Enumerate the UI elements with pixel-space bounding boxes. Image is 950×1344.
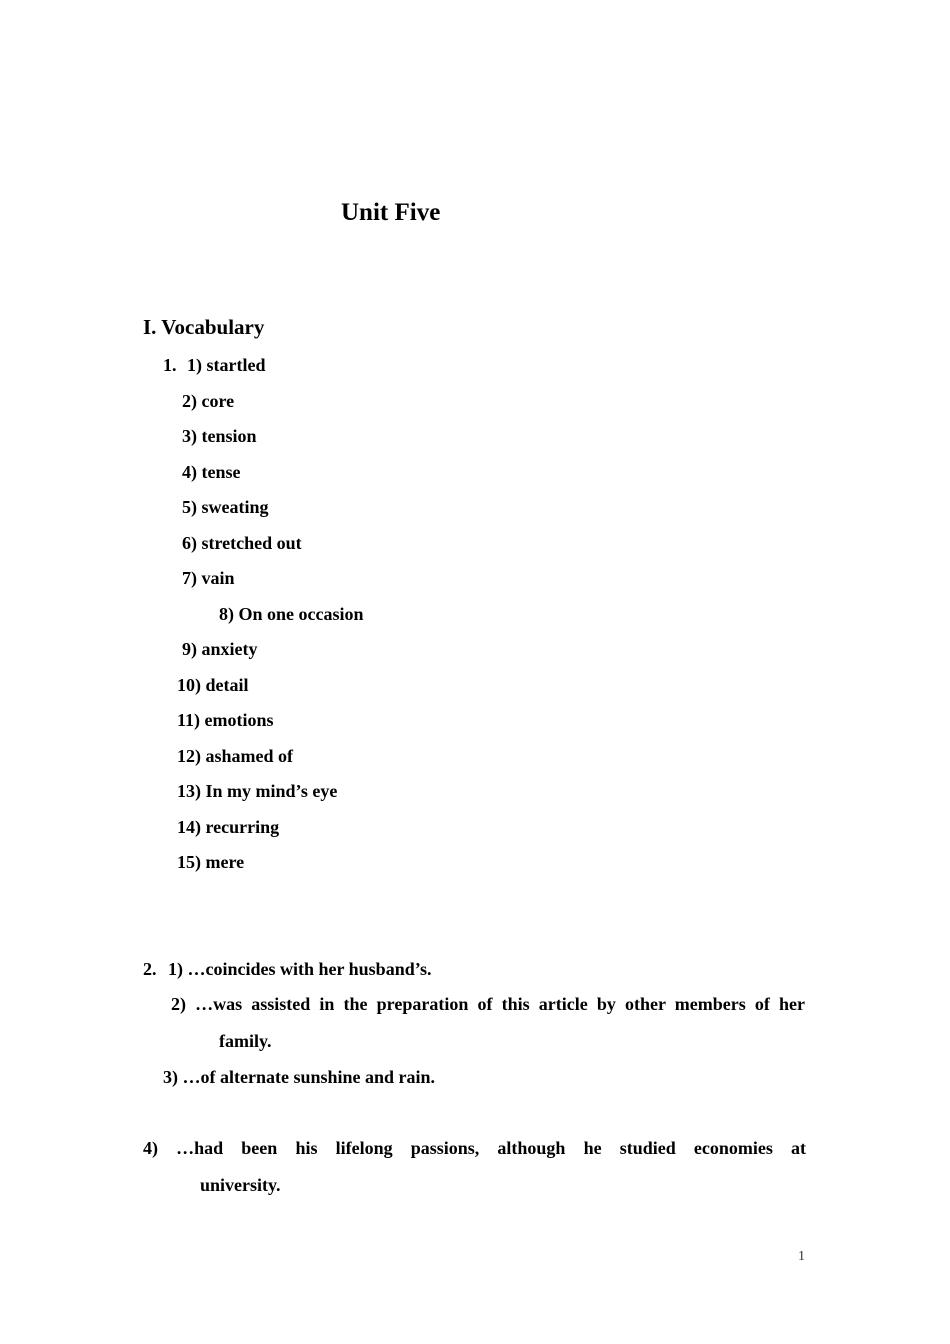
- list-item: 11) emotions: [177, 710, 274, 730]
- page-number: 1: [798, 1249, 805, 1264]
- list-item: 3) tension: [182, 426, 257, 446]
- section-heading: I. Vocabulary: [143, 315, 265, 339]
- list-item: 4) …had been his lifelong passions, although he studied economies at: [143, 1138, 806, 1158]
- list-item: 9) anxiety: [182, 639, 258, 659]
- list-item: 7) vain: [182, 568, 235, 588]
- list-item-continuation: university.: [200, 1175, 281, 1195]
- part2-number: 2.: [143, 959, 157, 979]
- list-item: 5) sweating: [182, 497, 269, 517]
- part1-number: 1.: [163, 355, 177, 375]
- list-item: 15) mere: [177, 852, 245, 872]
- list-item: 12) ashamed of: [177, 746, 293, 766]
- list-item-continuation: family.: [219, 1031, 272, 1051]
- list-item: 2) …was assisted in the preparation of this article by other members of her: [171, 994, 805, 1014]
- list-item: 1) …coincides with her husband’s.: [168, 959, 432, 979]
- list-item: 2) core: [182, 391, 235, 411]
- list-item: 13) In my mind’s eye: [177, 781, 338, 801]
- list-item: 4) tense: [182, 462, 241, 482]
- list-item: 1) startled: [187, 355, 266, 375]
- list-item: 8) On one occasion: [219, 604, 364, 624]
- list-item: 6) stretched out: [182, 533, 302, 553]
- list-item: 14) recurring: [177, 817, 280, 837]
- page-title: Unit Five: [341, 199, 441, 226]
- list-item: 3) …of alternate sunshine and rain.: [163, 1067, 436, 1087]
- list-item: 10) detail: [177, 675, 249, 695]
